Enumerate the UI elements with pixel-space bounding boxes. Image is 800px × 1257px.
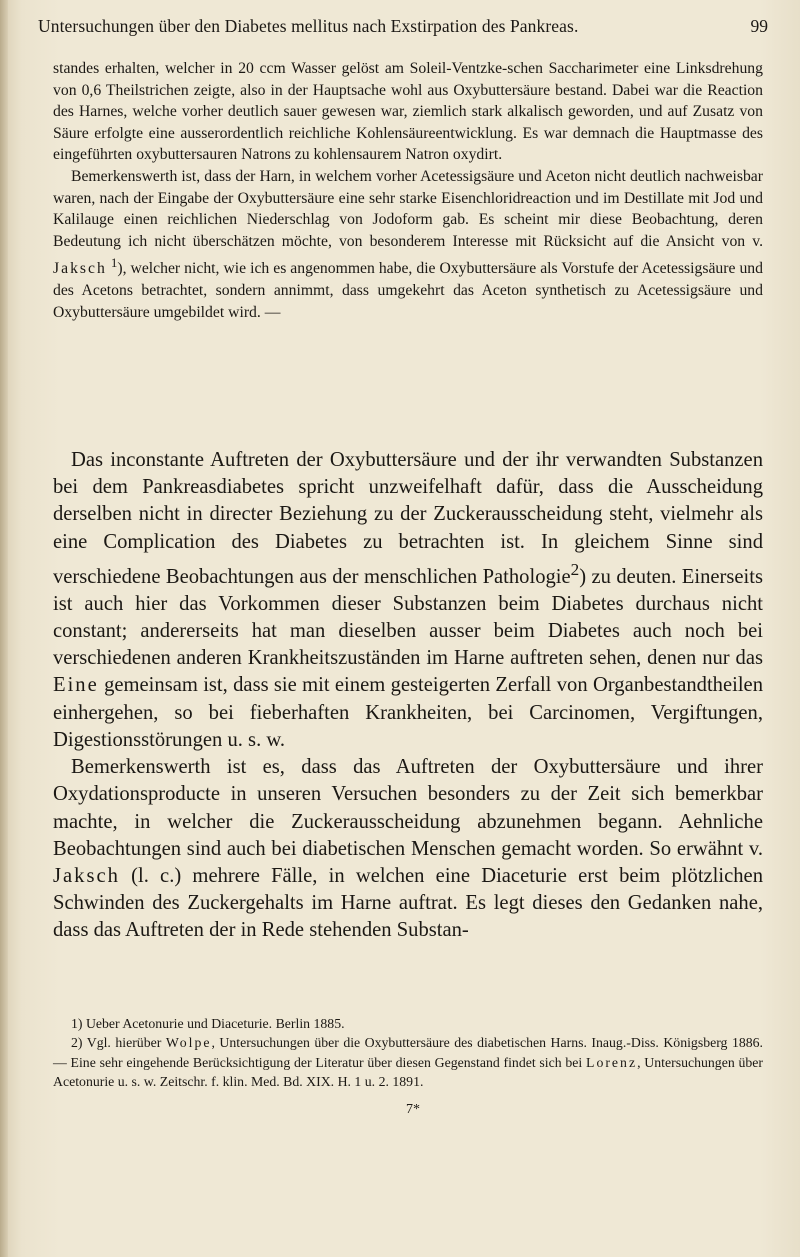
footnote-2-text-a: 2) Vgl. hierüber [71, 1035, 166, 1051]
footnote-1: 1) Ueber Acetonurie und Diaceturie. Berlin 1885. [71, 1016, 345, 1031]
footnote-2-text-c: , Untersuchungen über Acetonurie u. s. w. Zeitschr. f. klin. Med. Bd. XIX. H. 1 u. 2. 1891. [53, 1054, 763, 1089]
paragraph-3-text-b: ) zu deuten. Einerseits ist auch hier das Vorkommen dieser Substanzen beim Diabetes durchaus nicht constant; andererseits hat man dieselben ausser beim Diabetes auch noch bei verschiedenen anderen Krankheitszuständen im Harne auftreten sehen, denen nur das [53, 565, 763, 670]
paragraph-3 [53, 447, 763, 754]
footnote-2 [53, 1033, 763, 1091]
book-spine-shadow [0, 0, 8, 1257]
paragraph-2-text-b: ), welcher nicht, wie ich es angenommen habe, die Oxybuttersäure als Vorstufe der Acetessigsäure und des Acetons betrachtet, sondern annimmt, dass umgekehrt das Aceton synthetisch zu Acetessigsäure und Oxybuttersäure umgebildet wird. — [53, 260, 763, 321]
small-print-section [53, 58, 763, 323]
paragraph-3-text-c: gemeinsam ist, dass sie mit einem gesteigerten Zerfall von Organbestandtheilen einhergehen, so bei fieberhaften Krankheiten, bei Carcinomen, Vergiftungen, Digestionsstörungen u. s. w. [53, 674, 763, 751]
paragraph-2-text-a: Bemerkenswerth ist, dass der Harn, in welchem vorher Acetessigsäure und Aceton nicht deutlich nachweisbar waren, nach der Eingabe der Oxybuttersäure eine sehr starke Eisenchloridreaction und im Destillate mit Jod und Kalilauge einen reichlichen Niederschlag von Jodoform gab. Es scheint mir diese Beobachtung, deren Bedeutung ich nicht überschätzen möchte, von besonderem Interesse mit Rücksicht auf die Ansicht von v. [53, 167, 763, 250]
author-name-jaksch-2: Jaksch [53, 864, 120, 887]
paragraph-4-text-b: (l. c.) mehrere Fälle, in welchen eine Diaceturie erst beim plötzlichen Schwinden des Zuckergehalts im Harne auftrat. Es legt dieses den Gedanken nahe, dass das Auftreten der in Rede stehenden Substan- [53, 864, 763, 942]
large-print-section [53, 447, 763, 945]
paragraph-4 [53, 754, 763, 944]
paragraph-2 [53, 166, 763, 323]
running-header [38, 16, 768, 42]
author-name-jaksch: Jaksch [53, 260, 107, 278]
footnotes [53, 1014, 763, 1091]
paragraph-3-text-a: Das inconstante Auftreten der Oxybuttersäure und der ihr verwandten Substanzen bei dem Pankreasdiabetes spricht unzweifelhaft dafür, dass die Ausscheidung derselben nicht in directer Beziehung zu der Zuckerausscheidung steht, vielmehr als eine Complication des Diabetes zu betrachten ist. In gleichem Sinne sind verschiedene Beobachtungen aus der menschlichen Pathologie [53, 449, 763, 588]
footnote-ref-1: 1 [110, 255, 118, 271]
footnote-2-text-b: , Untersuchungen über die Oxybuttersäure des diabetischen Harns. Inaug.-Diss. Königsberg 1886. — Eine sehr eingehende Berücksichtigung der Literatur über diesen Gegenstand findet sich bei [53, 1035, 763, 1070]
paragraph-4-text-a: Bemerkenswerth ist es, dass das Auftreten der Oxybuttersäure und ihrer Oxydationsproducte in unseren Versuchen besonders zu der Zeit sich bemerkbar machte, in welcher die Zuckerausscheidung abzunehmen begann. Aehnliche Beobachtungen sind auch bei diabetischen Menschen gemacht worden. So erwähnt v. [53, 756, 763, 860]
page-number: 99 [750, 16, 768, 36]
author-name-wolpe: Wolpe [165, 1035, 212, 1051]
spaced-word-eine: Eine [53, 674, 99, 697]
signature-mark: 7* [406, 1102, 420, 1117]
author-name-lorenz: Lorenz [586, 1054, 638, 1070]
running-title: Untersuchungen über den Diabetes mellitus nach Exstirpation des Pankreas. [38, 16, 579, 36]
paragraph-1: standes erhalten, welcher in 20 ccm Wasser gelöst am Soleil-Ventzke-schen Saccharimeter eine Linksdrehung von 0,6 Theilstrichen zeigte, also in der Hauptsache wohl aus Oxybuttersäure bestand. Dabei war die Reaction des Harnes, welche vorher deutlich sauer gewesen war, ziemlich stark alkalisch geworden, und auf Zusatz von Säure erfolgte eine ausserordentlich reichliche Kohlensäureentwicklung. Es war demnach die Hauptmasse des eingeführten oxybuttersauren Natrons zu kohlensaurem Natron oxydirt. [53, 60, 763, 164]
footnote-ref-2: 2 [570, 559, 580, 579]
